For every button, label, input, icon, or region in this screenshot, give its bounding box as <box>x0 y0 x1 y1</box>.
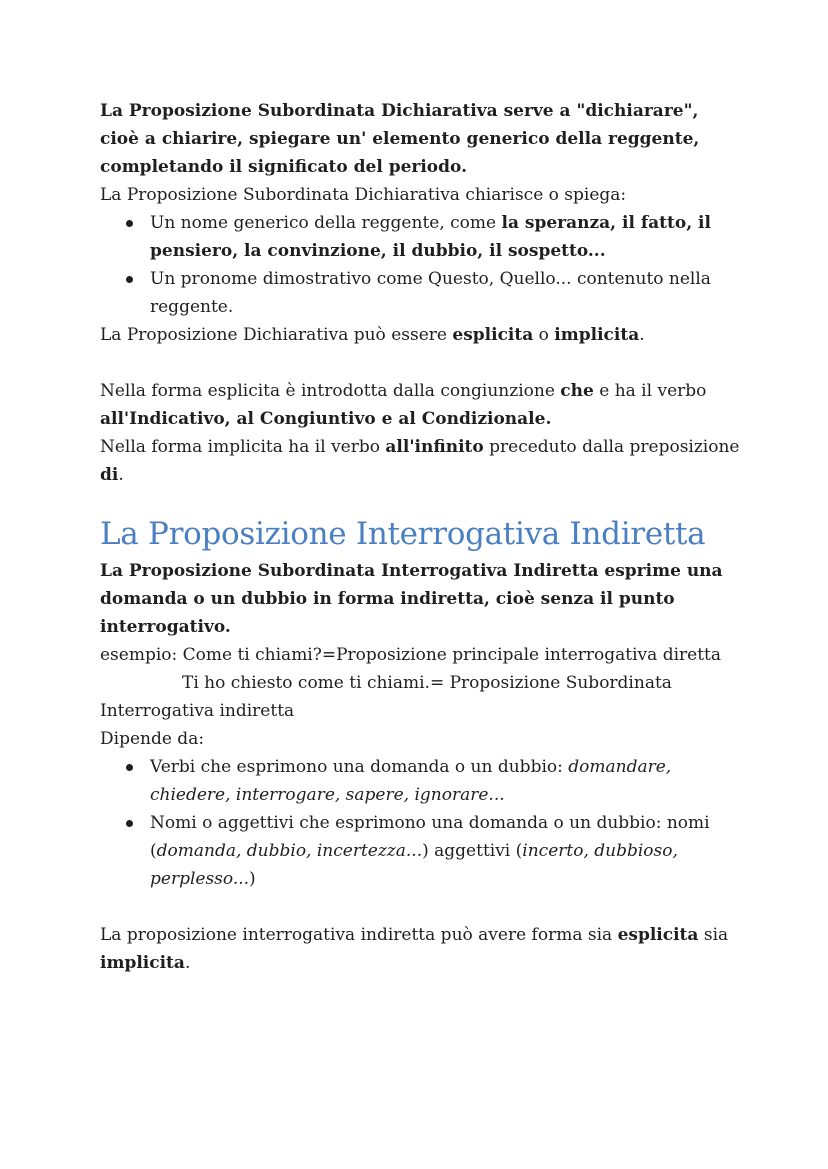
list-item: Un nome generico della reggente, come la speranza, il fatto, il pensiero, la convinzione, il dubbio, il sospetto... <box>100 209 740 265</box>
example-line-continued: Interrogativa indiretta <box>100 701 295 721</box>
list-item: Verbi che esprimono una domanda o un dubbio: domandare, chiedere, interrogare, sapere, ignorare... <box>100 753 740 809</box>
interrogativa-list <box>100 753 740 893</box>
section-heading: La Proposizione Interrogativa Indiretta <box>100 516 706 552</box>
interrogativa-form: La proposizione interrogativa indiretta può avere forma sia esplicita sia implicita. <box>100 925 729 973</box>
dichiarativa-explains-lead: La Proposizione Subordinata Dichiarativa chiarisce o spiega: <box>100 185 627 205</box>
dichiarativa-list <box>100 209 740 321</box>
list-item: Un pronome dimostrativo come Questo, Quello... contenuto nella reggente. <box>100 265 740 321</box>
example-line: esempio: Come ti chiami?=Proposizione principale interrogativa diretta <box>100 645 721 665</box>
document-page <box>100 97 740 977</box>
dichiarativa-explicit: Nella forma esplicita è introdotta dalla congiunzione che e ha il verbo all'Indicativo, al Congiuntivo e al Condizionale. <box>100 381 707 429</box>
dichiarativa-form: La Proposizione Dichiarativa può essere esplicita o implicita. <box>100 325 645 345</box>
dichiarativa-implicit: Nella forma implicita ha il verbo all'infinito preceduto dalla preposizione di. <box>100 437 740 485</box>
interrogativa-definition: La Proposizione Subordinata Interrogativa Indiretta esprime una domanda o un dubbio in forma indiretta, cioè senza il punto interrogativo. <box>100 561 723 637</box>
paragraph-spacer <box>100 893 740 921</box>
example-line-indented: Ti ho chiesto come ti chiami.= Proposizione Subordinata <box>182 673 672 693</box>
dichiarativa-definition: La Proposizione Subordinata Dichiarativa serve a "dichiarare", cioè a chiarire, spiegare un' elemento generico della reggente, completando il significato del periodo. <box>100 101 700 177</box>
list-item: Nomi o aggettivi che esprimono una domanda o un dubbio: nomi (domanda, dubbio, incertezza...) aggettivi (incerto, dubbioso, perplesso...) <box>100 809 740 893</box>
depends-label: Dipende da: <box>100 729 205 749</box>
paragraph-spacer <box>100 349 740 377</box>
